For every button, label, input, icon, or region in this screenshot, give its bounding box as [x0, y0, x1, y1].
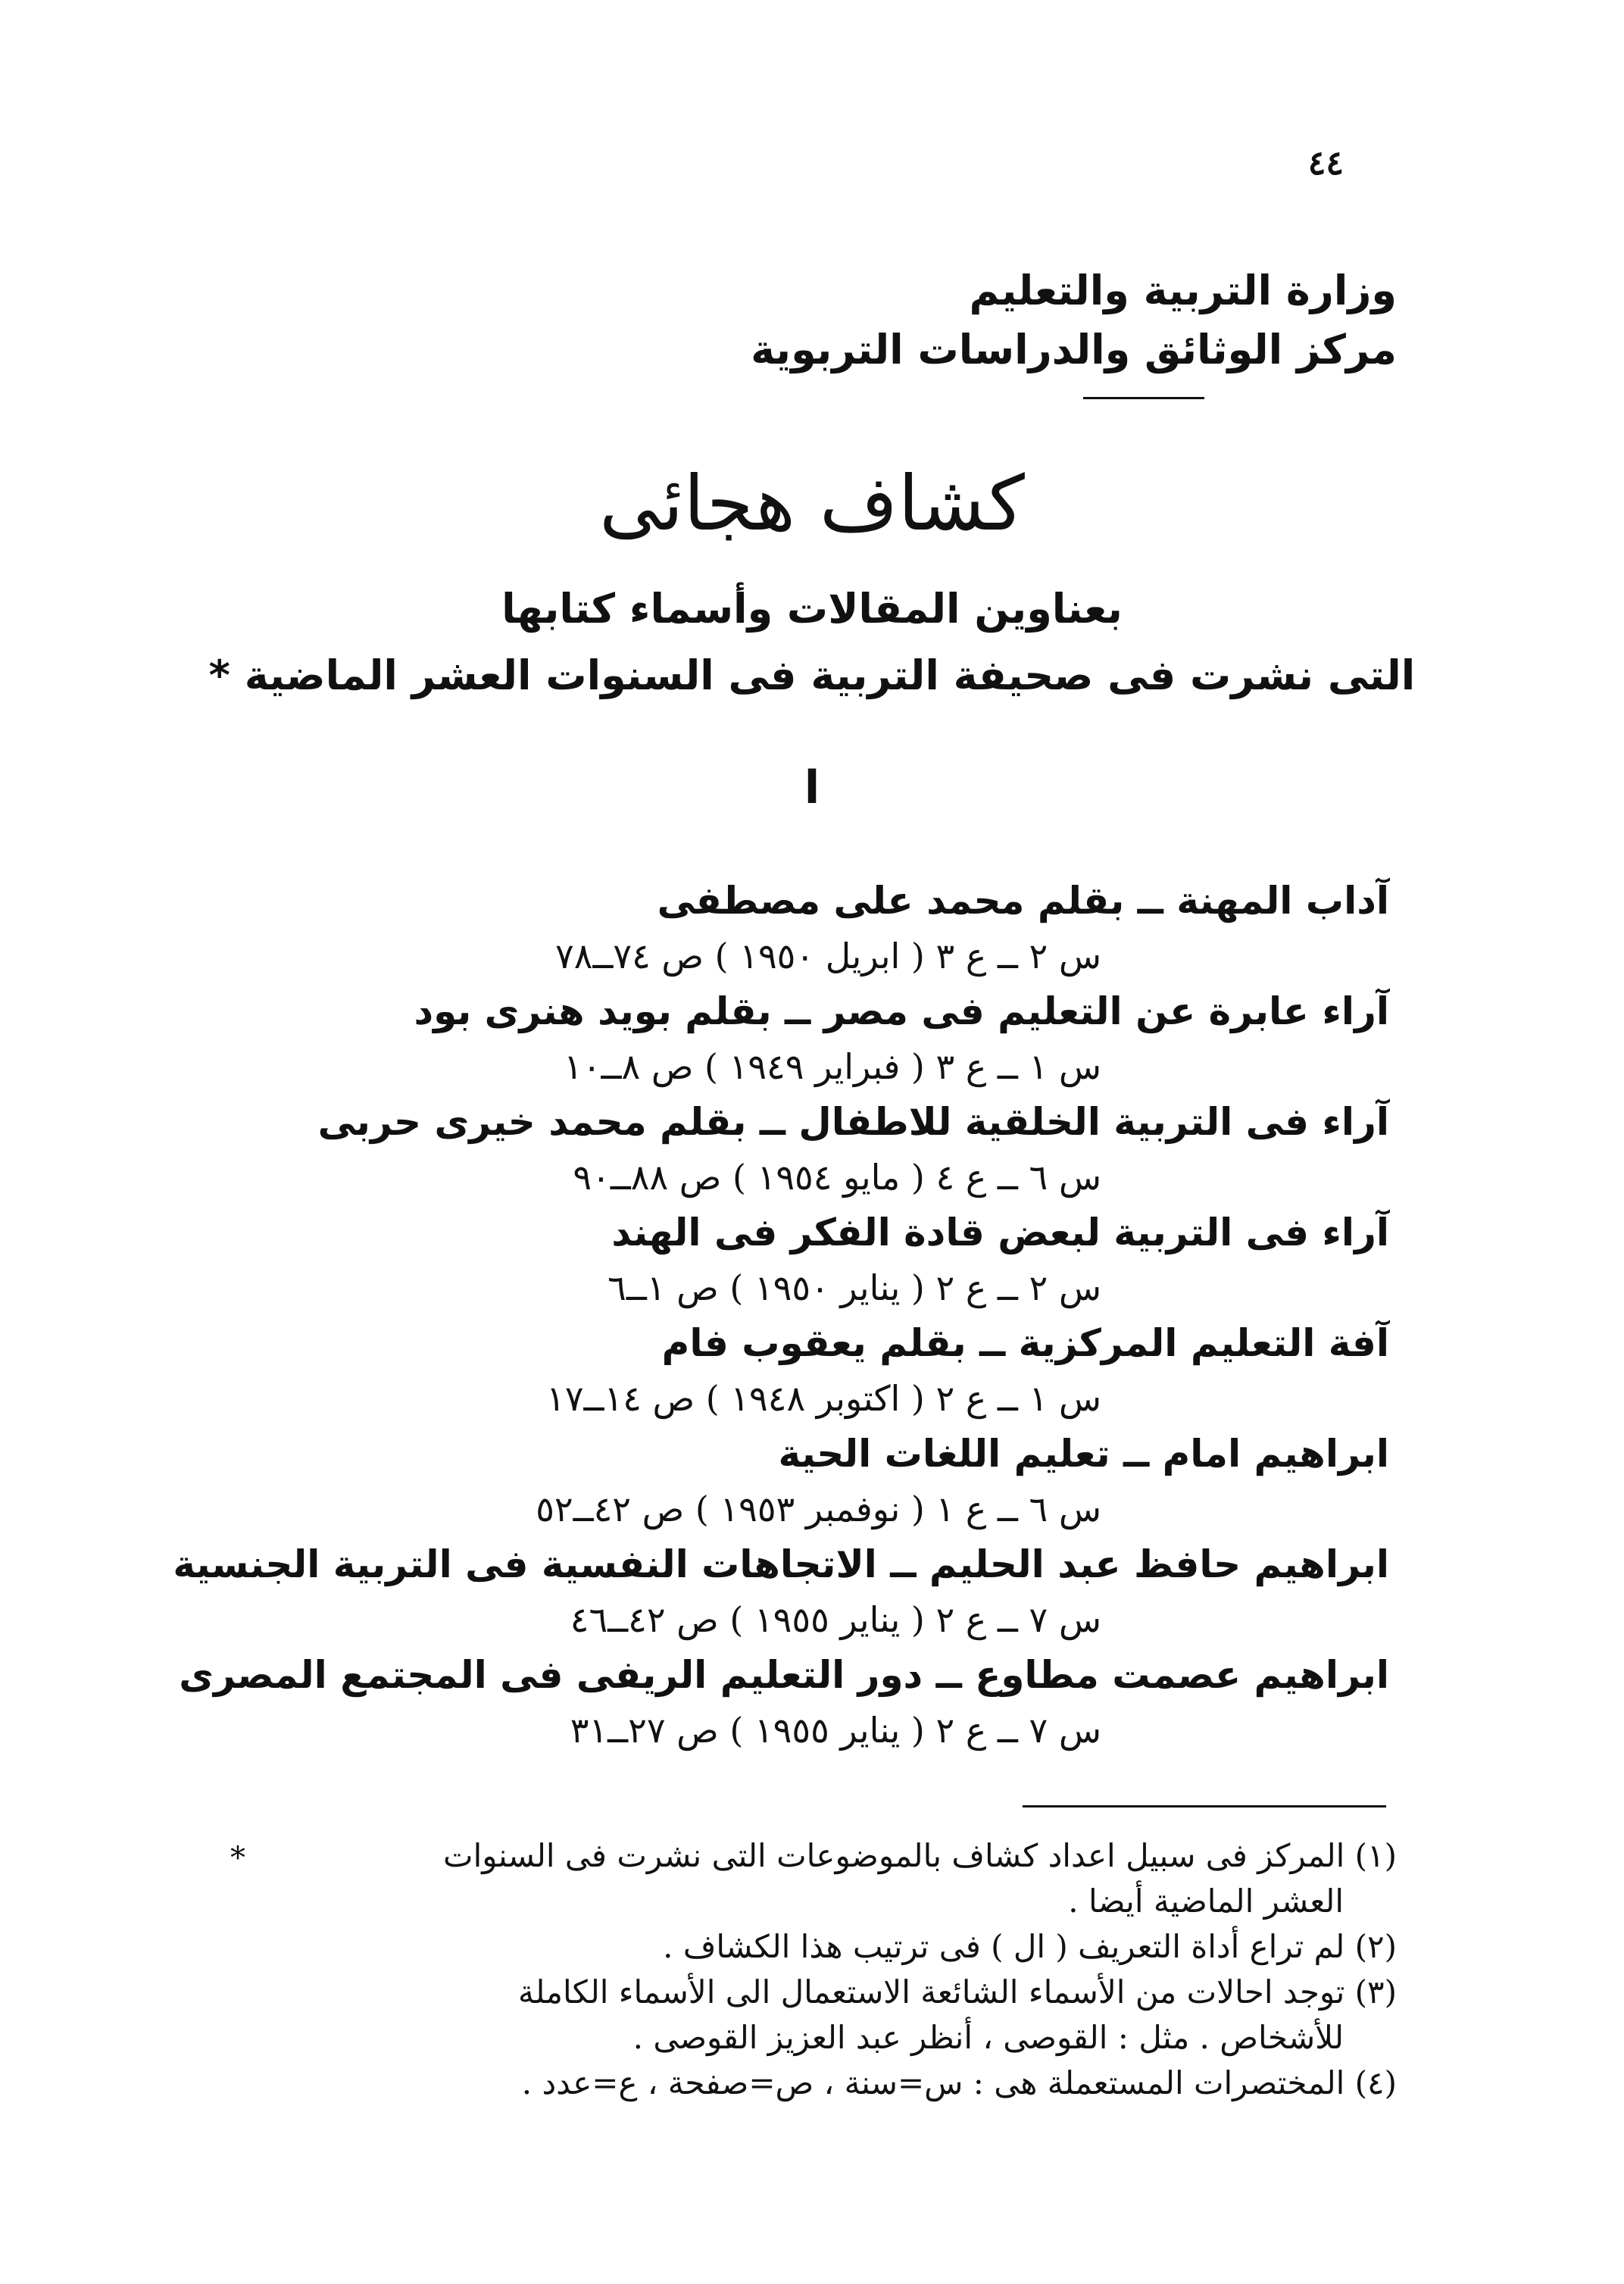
- entry-title: آراء فى التربية لبعض قادة الفكر فى الهند: [611, 1211, 1389, 1254]
- entry-title: آفة التعليم المركزية ــ بقلم يعقوب فام: [661, 1321, 1389, 1365]
- entry-title: آراء فى التربية الخلقية للاطفال ــ بقلم محمد خيرى حربى: [317, 1100, 1389, 1144]
- index-entry: [179, 1645, 1389, 1756]
- footnote-3-continued: للأشخاص . مثل : القوصى ، أنظر عبد العزيز القوصى .: [632, 2019, 1344, 2056]
- footnote-2: (٢) لم تراع أداة التعريف ( ال ) فى ترتيب هذا الكشاف .: [663, 1928, 1397, 1965]
- page-title: كشاف هجائى: [599, 459, 1025, 548]
- index-entry: [208, 1203, 1389, 1314]
- index-entries: [173, 871, 1389, 1756]
- entry-reference: س ١ ــ ع ٣ ( فبراير ١٩٤٩ ) ص ٨ــ١٠: [564, 1046, 1101, 1087]
- entry-title: آراء عابرة عن التعليم فى مصر ــ بقلم بويد هنرى بود: [414, 989, 1389, 1033]
- center-name: مركز الوثائق والدراسات التربوية: [751, 326, 1397, 373]
- footnote-divider: [1023, 1805, 1386, 1808]
- entry-reference: س ٦ ــ ع ٤ ( مايو ١٩٥٤ ) ص ٨٨ــ٩٠: [573, 1157, 1101, 1198]
- footnote-asterisk: *: [230, 1841, 245, 1876]
- subtitle: [0, 576, 1624, 709]
- entry-reference: س ٦ ــ ع ١ ( نوفمبر ١٩٥٣ ) ص ٤٢ــ٥٢: [536, 1489, 1101, 1529]
- subtitle-line-2: التى نشرت فى صحيفة التربية فى السنوات العشر الماضية *: [208, 651, 1416, 699]
- index-entry: [173, 1535, 1389, 1645]
- section-letter: ا: [804, 761, 820, 814]
- index-entry: [208, 871, 1389, 982]
- index-entry: [208, 982, 1389, 1092]
- footnote-1-continued: العشر الماضية أيضا .: [1068, 1883, 1344, 1920]
- footnote-4: (٤) المختصرات المستعملة هى : س=سنة ، ص=صفحة ، ع=عدد .: [521, 2064, 1397, 2101]
- entry-reference: س ٢ ــ ع ٢ ( يناير ١٩٥٠ ) ص ١ــ٦: [607, 1267, 1101, 1308]
- subtitle-line-1: بعناوين المقالات وأسماء كتابها: [501, 585, 1123, 633]
- entry-reference: س ٧ ــ ع ٢ ( يناير ١٩٥٥ ) ص ٢٧ــ٣١: [570, 1710, 1101, 1751]
- page-number: ٤٤: [1307, 144, 1344, 183]
- entry-title: ابراهيم عصمت مطاوع ــ دور التعليم الريفى فى المجتمع المصرى: [179, 1653, 1389, 1697]
- footnotes: [238, 1833, 1397, 2106]
- header-divider: [1083, 397, 1204, 399]
- ministry-name: وزارة التربية والتعليم: [969, 267, 1397, 314]
- index-entry: [208, 1314, 1389, 1424]
- entry-reference: س ١ ــ ع ٢ ( اكتوبر ١٩٤٨ ) ص ١٤ــ١٧: [546, 1378, 1101, 1419]
- entry-reference: س ٢ ــ ع ٣ ( ابريل ١٩٥٠ ) ص ٧٤ــ٧٨: [555, 936, 1101, 976]
- footnote-1: (١) المركز فى سبيل اعداد كشاف بالموضوعات التى نشرت فى السنوات: [443, 1837, 1397, 1874]
- entry-title: ابراهيم حافظ عبد الحليم ــ الاتجاهات النفسية فى التربية الجنسية: [173, 1542, 1389, 1586]
- index-entry: [208, 1092, 1389, 1203]
- entry-reference: س ٧ ــ ع ٢ ( يناير ١٩٥٥ ) ص ٤٢ــ٤٦: [570, 1599, 1101, 1640]
- index-entry: [208, 1424, 1389, 1535]
- entry-title: آداب المهنة ــ بقلم محمد على مصطفى: [657, 879, 1389, 923]
- footnote-3: (٣) توجد احالات من الأسماء الشائعة الاستعمال الى الأسماء الكاملة: [518, 1973, 1397, 2011]
- publisher-header: [751, 261, 1397, 380]
- entry-title: ابراهيم امام ــ تعليم اللغات الحية: [778, 1432, 1389, 1476]
